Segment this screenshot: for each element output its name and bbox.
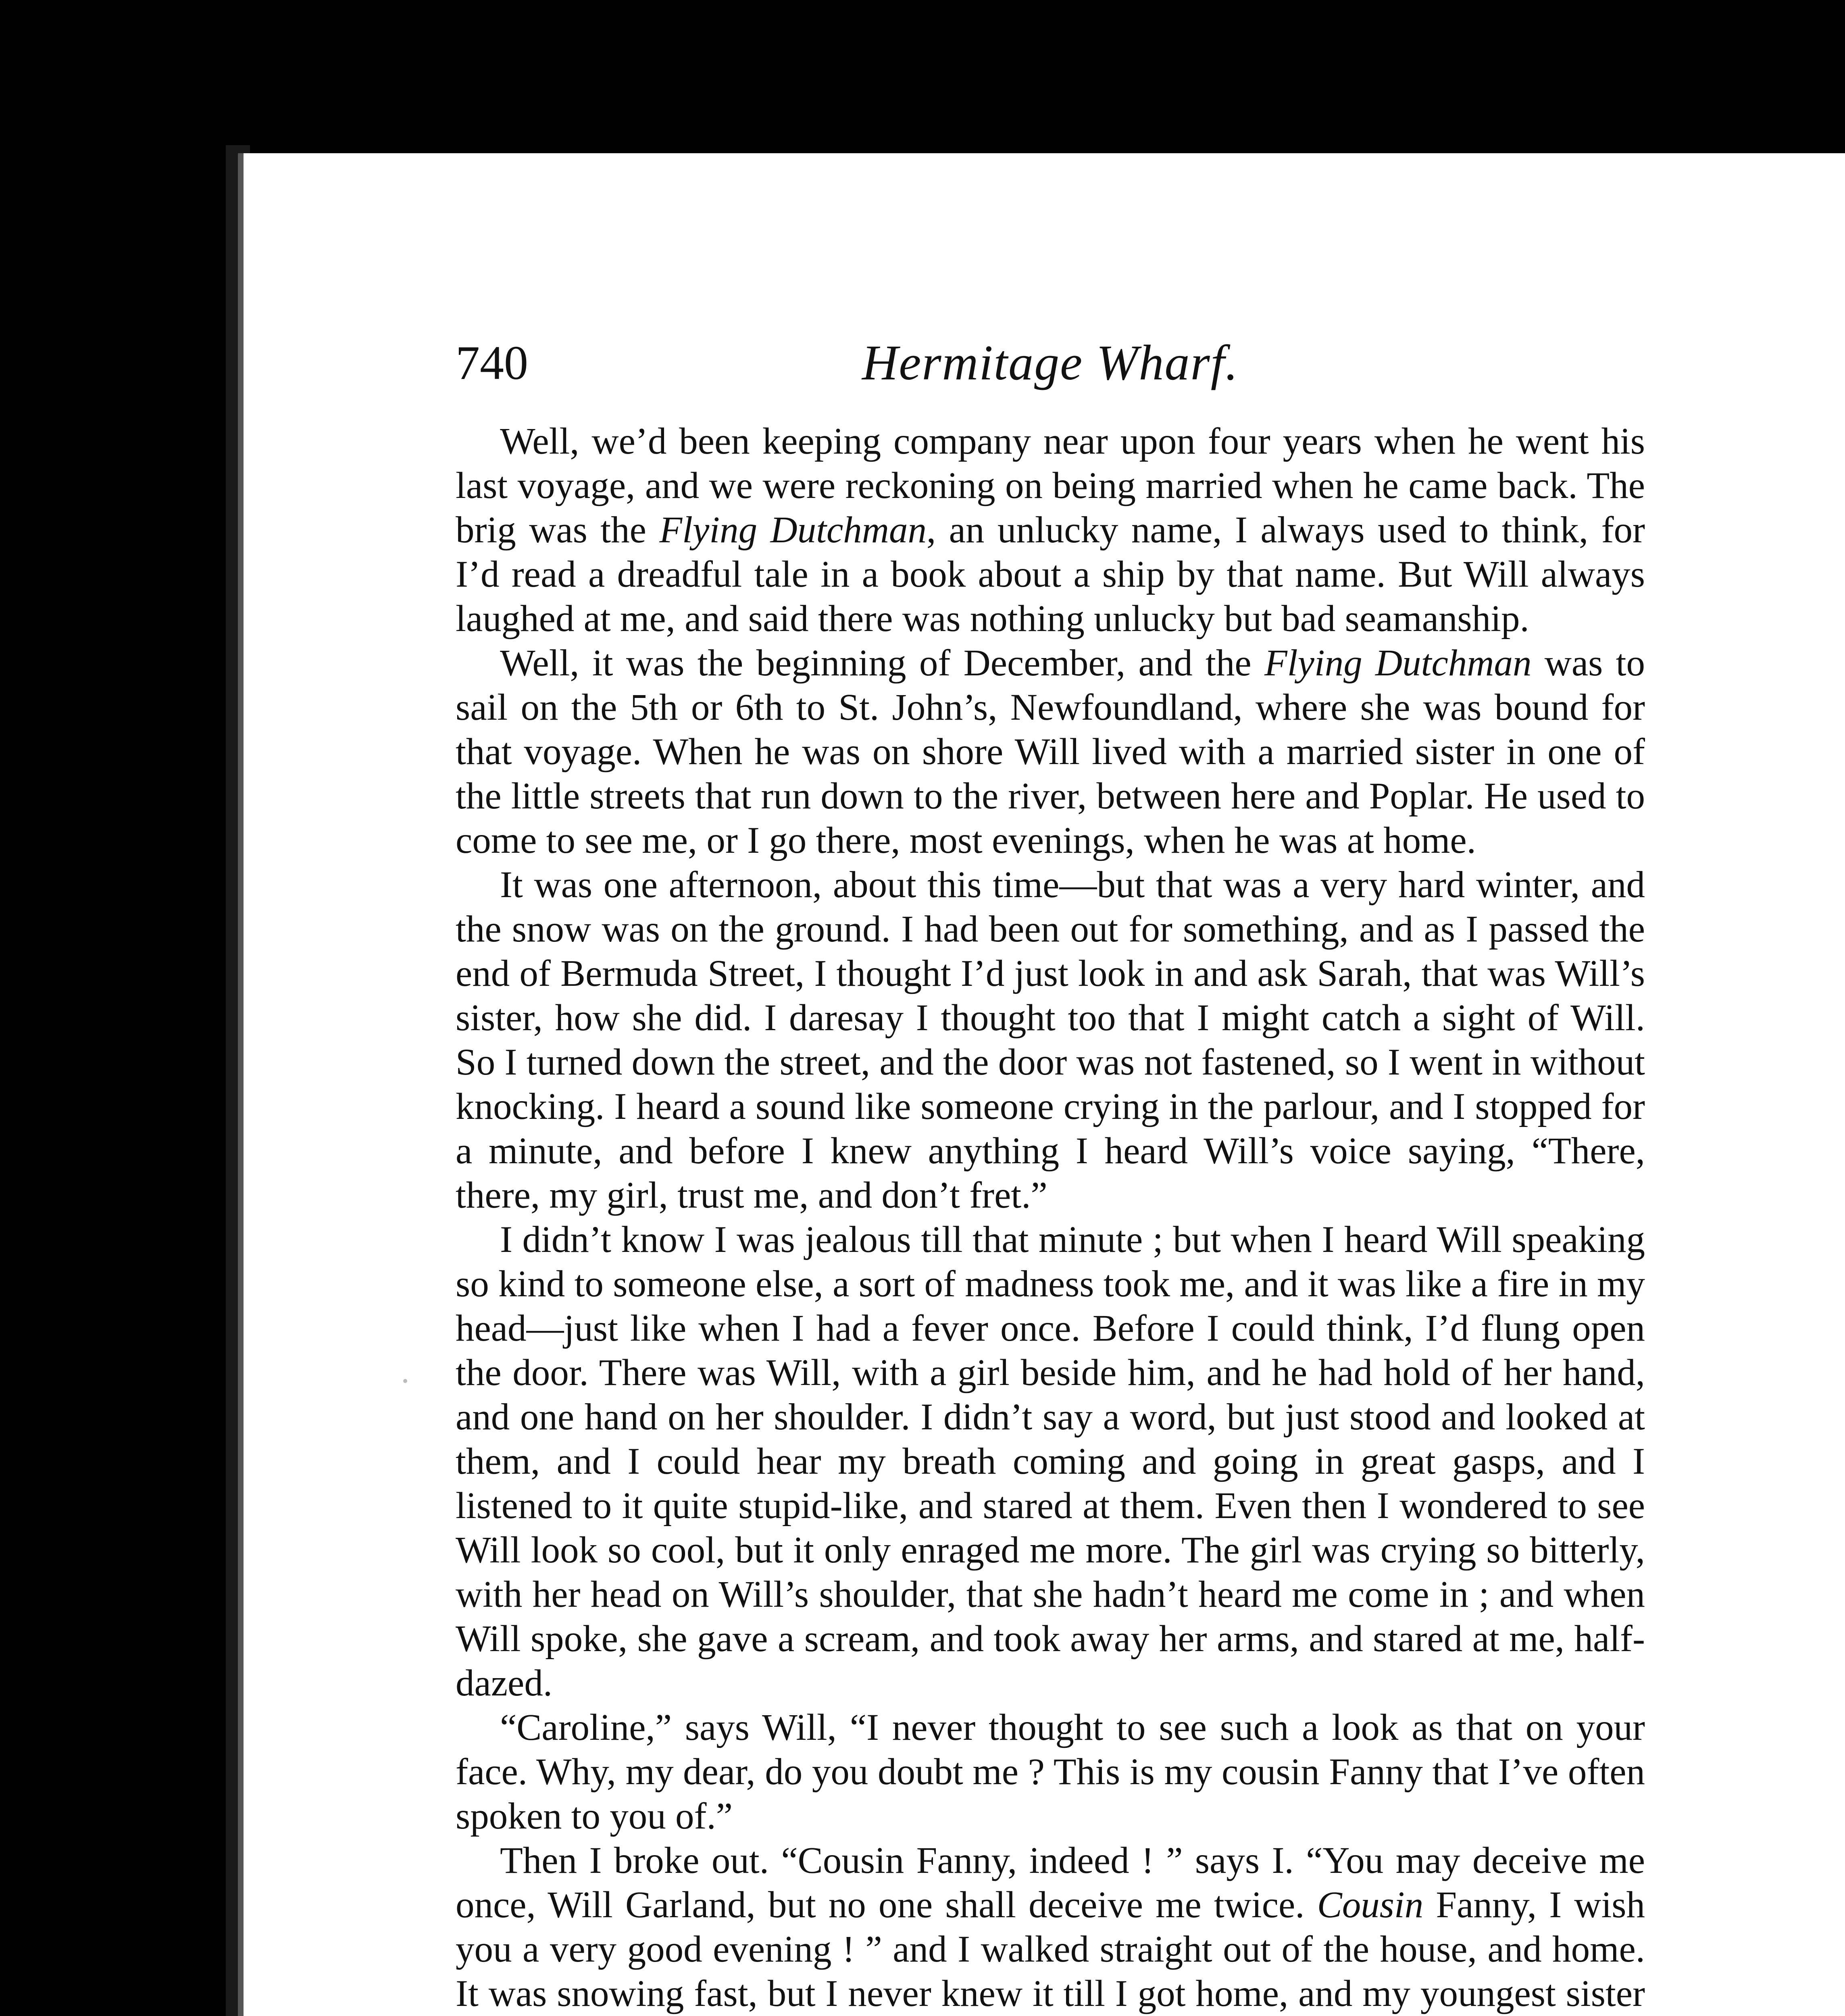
paragraph-2	[456, 641, 1645, 863]
paragraph-4	[456, 1218, 1645, 1706]
paragraph-text: Fanny, I wish you a very good evening ! ” and I walked straight out of the house, and home. It was snowing fast, but I never knew it till I got home, and my youngest sister	[456, 1884, 1645, 2014]
paragraph-text: , an unlucky name, I always used to think, for I’d read a dreadful tale in a book about a ship by that name. But Will always laughed at me, and said there was nothing unlucky but bad seamanship.	[456, 509, 1645, 639]
paragraph-1	[456, 419, 1645, 641]
stray-ink-dot	[403, 1379, 407, 1383]
paragraph-text: It was one afternoon, about this time—but that was a very hard winter, and the snow was on the ground. I had been out for something, and as I passed the end of Bermuda Street, I thought I’d just look in and ask Sarah, that was Will’s sister, how she did. I daresay I thought too that I might catch a sight of Will. So I turned down the street, and the door was not fastened, so I went in without knocking. I heard a sound like someone crying in the parlour, and I stopped for a minute, and before I knew anything I heard Will’s voice saying, “There, there, my girl, trust me, and don’t fret.”	[456, 864, 1645, 1216]
emphasis-italic: Cousin	[1317, 1884, 1424, 1926]
page-gutter-edge	[238, 153, 244, 2016]
ship-name-italic: Flying Dutchman	[1264, 642, 1532, 684]
paragraph-5	[456, 1706, 1645, 1839]
page-number: 740	[456, 336, 528, 389]
paragraph-text: Then I broke out. “Cousin Fanny, indeed ! ” says I. “You may deceive me once, Will Garland, but no one shall deceive me twice.	[456, 1840, 1645, 1926]
paragraph-6	[456, 1839, 1645, 2016]
paragraph-3	[456, 863, 1645, 1218]
paragraph-text: was to sail on the 5th or 6th to St. John’s, Newfoundland, where she was bound for that voyage. When he was on shore Will lived with a married sister in one of the little streets that run down to the river, between here and Poplar. He used to come to see me, or I go there, most evenings, when he was at home.	[456, 642, 1645, 861]
ship-name-italic: Flying Dutchman	[659, 509, 927, 551]
paragraph-text: “Caroline,” says Will, “I never thought to see such a look as that on your face. Why, my dear, do you doubt me ? This is my cousin Fanny that I’ve often spoken to you of.”	[456, 1707, 1645, 1837]
body-text	[456, 419, 1645, 2016]
paragraph-text: Well, it was the beginning of December, and the	[500, 642, 1264, 684]
running-title: Hermitage Wharf.	[862, 335, 1239, 390]
page-header	[456, 331, 1645, 395]
paragraph-text: Well, we’d been keeping company near upon four years when he went his last voyage, and we were reckoning on being married when he came back. The brig was the	[456, 421, 1645, 551]
paragraph-text: I didn’t know I was jealous till that minute ; but when I heard Will speaking so kind to someone else, a sort of madness took me, and it was like a fire in my head—just like when I had a fever once. Before I could think, I’d flung open the door. There was Will, with a girl beside him, and he had hold of her hand, and one hand on her shoulder. I didn’t say a word, but just stood and looked at them, and I could hear my breath coming and going in great gasps, and I listened to it quite stupid-like, and stared at them. Even then I wondered to see Will look so cool, but it only enraged me more. The girl was crying so bitterly, with her head on Will’s shoulder, that she hadn’t heard me come in ; and when Will spoke, she gave a scream, and took away her arms, and stared at me, half-dazed.	[456, 1219, 1645, 1704]
